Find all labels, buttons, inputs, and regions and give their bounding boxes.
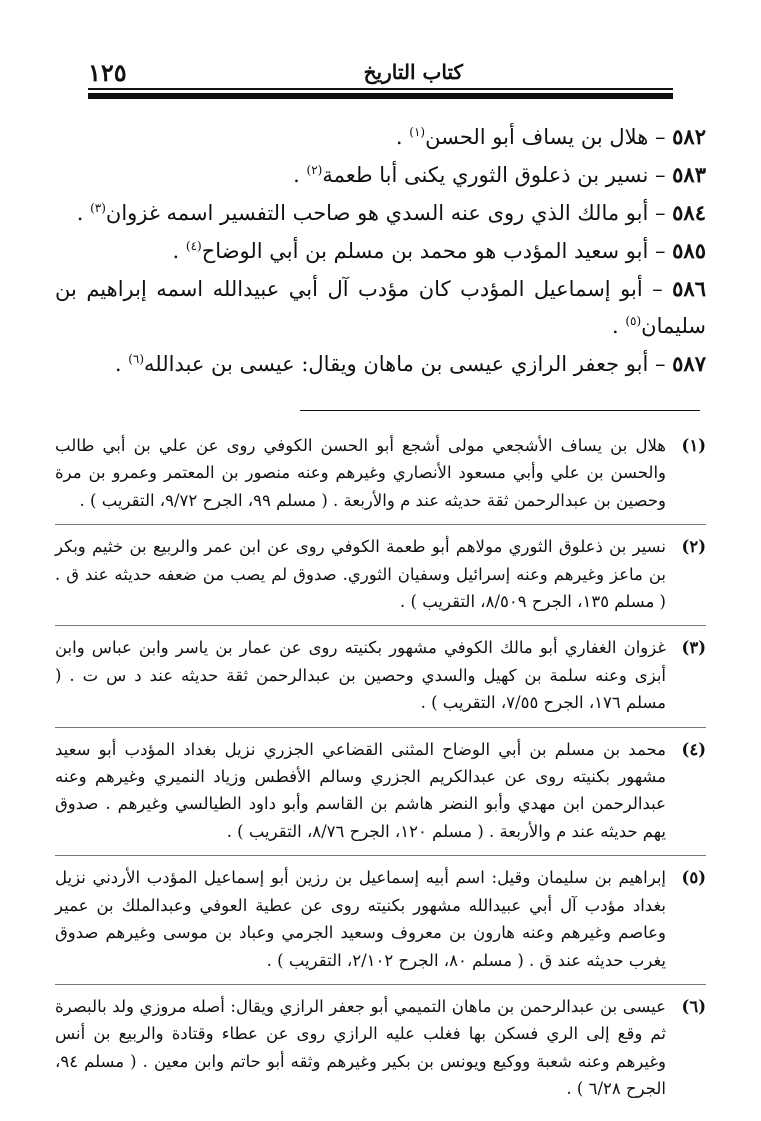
entry-number: ٥٨٥ <box>672 238 706 263</box>
footnote <box>55 993 706 1113</box>
footnote-text: غزوان الغفاري أبو مالك الكوفي مشهور بكنيته روى عن عمار بن ياسر وابن عباس وابن أبزى وعنه سلمة بن كهيل والسدي وحصين بن عبدالرحمن ثقة حديثه عند د س ت . ( مسلم ١٧٦، الجرح ٧/٥٥، التقريب ) . <box>55 638 666 713</box>
entry: ٥٨٣ – نسير بن ذعلوق الثوري يكنى أبا طعمة$^{(٢)}$ . <box>293 162 706 187</box>
entry-tail: . <box>76 201 84 225</box>
page-header <box>88 52 673 92</box>
entry-list <box>55 118 706 383</box>
entry-number: ٥٨٧ <box>672 351 706 376</box>
entry-text: أبو إسماعيل المؤدب كان مؤدب آل أبي عبيدالله اسمه إبراهيم بن سليمان <box>55 277 706 338</box>
footnote-number: (٢) <box>681 537 706 557</box>
footnote-text: عيسى بن عبدالرحمن بن ماهان التميمي أبو جعفر الرازي ويقال: أصله مروزي ولد بالبصرة ثم وقع إلى الري فسكن بها فغلب عليه الرازي روى عن عطاء وقتادة والربيع بن أنس وغيرهم وعنه شعبة ووكيع ويونس بن بكير وغيرهم وثقه أبو حاتم وابن معين . ( مسلم ٩٤، الجرح ٦/٢٨ ) . <box>55 996 666 1099</box>
entry: ٥٨٦ – أبو إسماعيل المؤدب كان مؤدب آل أبي عبيدالله اسمه إبراهيم بن سليمان$^{(٥)}$ . <box>55 276 706 338</box>
entry-number: ٥٨٦ <box>672 276 706 301</box>
entry: ٥٨٤ – أبو مالك الذي روى عنه السدي هو صاحب التفسير اسمه غزوان$^{(٣)}$ . <box>76 200 706 225</box>
footnote <box>55 432 706 525</box>
entry-text: أبو جعفر الرازي عيسى بن ماهان ويقال: عيسى بن عبدالله <box>144 352 649 376</box>
footnote-number: (٦) <box>681 996 706 1016</box>
footnote-number: (١) <box>681 436 706 455</box>
footnote-text: نسير بن ذعلوق الثوري مولاهم أبو طعمة الكوفي روى عن ابن عمر والربيع بن خثيم وبكر بن ماعز وغيرهم وعنه إسرائيل وسفيان الثوري. صدوق لم يصب من ضعفه حديثه عند ق . ( مسلم ١٣٥، الجرح ٨/٥٠٩، التقريب ) . <box>55 537 666 612</box>
entry: ٥٨٧ – أبو جعفر الرازي عيسى بن ماهان ويقال: عيسى بن عبدالله$^{(٦)}$ . <box>114 351 706 376</box>
header-rule-thin <box>88 88 673 90</box>
page-number: ١٢٥ <box>88 57 127 87</box>
footnote <box>55 634 706 727</box>
entry-text: نسير بن ذعلوق الثوري يكنى أبا طعمة <box>322 163 649 187</box>
entry-text: هلال بن يساف أبو الحسن <box>425 125 649 149</box>
footnote <box>55 533 706 626</box>
footnote <box>55 736 706 857</box>
footnote-text: محمد بن مسلم بن أبي الوضاح المثنى القضاعي الجزري نزيل بغداد المؤدب أبو سعيد مشهور بكنيته روى عن عبدالكريم الجزري وسالم الأفطس وزياد النميري وغيرهم وعنه عبدالرحمن ابن مهدي وأبو النضر هاشم بن القاسم وأبو داود الطيالسي وغيرهم . صدوق يهم حديثه عند م والأربعة . ( مسلم ١٢٠، الجرح ٨/٧٦، التقريب ) . <box>55 739 666 841</box>
entry-text: أبو مالك الذي روى عنه السدي هو صاحب التفسير اسمه غزوان <box>105 201 649 225</box>
entry-tail: . <box>172 239 180 263</box>
footnote-number: (٣) <box>681 638 706 658</box>
footnote-number: (٤) <box>681 739 706 759</box>
footnotes <box>55 432 706 1121</box>
entry: ٥٨٥ – أبو سعيد المؤدب هو محمد بن مسلم بن أبي الوضاح$^{(٤)}$ . <box>172 238 706 263</box>
footnote-ref: (٥) <box>625 314 642 328</box>
footnote-ref: (٤) <box>185 239 202 253</box>
footnote-text: إبراهيم بن سليمان وقيل: اسم أبيه إسماعيل بن رزين أبو إسماعيل المؤدب الأردني نزيل بغداد مؤدب آل أبي عبيدالله مشهور بكنيته روى عن عطية العوفي وعبدالملك بن عمير وعاصم وغيرهم وعنه هارون بن معروف وسعيد الجرمي وعباد بن موسى وغيرهم صدوق يغرب حديثه عند ق . ( مسلم ٨٠، الجرح ٢/١٠٢، التقريب ) . <box>55 868 666 970</box>
entry-number: ٥٨٤ <box>672 200 706 225</box>
footnote-text: هلال بن يساف الأشجعي مولى أشجع أبو الحسن الكوفي روى عن علي بن أبي طالب والحسن بن علي وأبي مسعود الأنصاري وغيرهم وعنه منصور بن المعتمر وعمرو بن مرة وحصين بن عبدالرحمن ثقة حديثه عند م والأربعة . ( مسلم ٩٩، الجرح ٩/٧٢، التقريب ) . <box>55 436 666 510</box>
footnote-ref: (٦) <box>128 352 145 366</box>
header-rule-thick <box>88 93 673 99</box>
footnote-ref: (١) <box>409 125 426 139</box>
entry-tail: . <box>293 163 300 187</box>
entry-number: ٥٨٢ <box>672 124 706 149</box>
footnote-ref: (٢) <box>306 163 323 177</box>
running-title: كتاب التاريخ <box>363 60 463 84</box>
entry: ٥٨٢ – هلال بن يساف أبو الحسن$^{(١)}$ . <box>395 124 706 149</box>
footnote <box>55 864 706 985</box>
entry-tail: . <box>395 125 403 149</box>
entry-text: أبو سعيد المؤدب هو محمد بن مسلم بن أبي الوضاح <box>201 239 649 263</box>
footnote-number: (٥) <box>681 868 706 888</box>
footnote-separator <box>300 410 700 411</box>
entry-tail: . <box>114 352 122 376</box>
entry-number: ٥٨٣ <box>672 162 706 187</box>
footnote-ref: (٣) <box>90 201 106 215</box>
entry-tail: . <box>611 314 619 338</box>
